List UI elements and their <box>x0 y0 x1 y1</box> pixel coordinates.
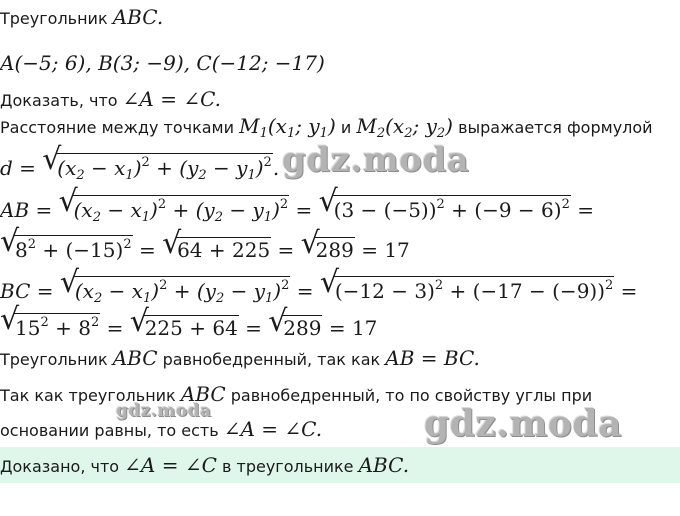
isosceles-math1: ABC <box>112 346 158 370</box>
point-m1: $M_1(x_1$; $y_1$) <box>239 114 336 141</box>
distance-intro-text: Расстояние между точками <box>0 118 235 137</box>
bc-computation-line2: √ $15^2 + 8^2$ = √ 225 + 64 = √ 289 = 17 <box>0 302 378 340</box>
isosceles-text1: Треугольник <box>0 350 108 369</box>
angles-text1: Так как треугольник <box>0 386 176 405</box>
proved-statement <box>0 455 409 475</box>
isosceles-text2: равнобедренный, так как <box>162 350 381 369</box>
angles-statement-line1 <box>0 384 592 404</box>
title-math: ABC. <box>112 5 164 29</box>
prove-text: Доказать, что <box>0 91 118 110</box>
bc-result: = 17 <box>322 316 378 340</box>
bc-general-radical: √ $(x_2 - x_1)^2 + (y_2 - y_1)^2$ <box>59 265 290 306</box>
distance-radical: √ $(x_2 - x_1)^2 + (y_2 - y_1)^2$ <box>42 142 272 183</box>
ab-total-radical: √ 289 <box>300 226 354 262</box>
ab-computation-line1: AB = √ $(x_2 - x_1)^2 + (y_2 - y_1)^2$ = √ $(3 - (-5))^2 + (-9 - 6)^2$ = <box>0 184 594 225</box>
proved-text1: Доказано, что <box>0 457 120 476</box>
proved-math1: ∠A = ∠C <box>124 453 217 477</box>
distance-formula: d = √ $(x_2 - x_1)^2 + (y_2 - y_1)^2$. <box>0 142 280 183</box>
bc-computation-line1: BC = √ $(x_2 - x_1)^2 + (y_2 - y_1)^2$ = √ $(-12 - 3)^2 + (-17 - (-9))^2$ = <box>0 265 638 306</box>
angles-math2: ∠A = ∠C. <box>223 417 323 441</box>
ab-sum-radical: √ 64 + 225 <box>162 226 271 262</box>
bc-squares-radical: √ $15^2 + 8^2$ <box>0 302 100 340</box>
ab-numeric-radical: √ $(3 - (-5))^2 + (-9 - 6)^2$ <box>318 184 570 222</box>
point-m2: $M_2(x_2$; $y_2$) <box>356 114 453 141</box>
ab-result: = 17 <box>354 238 410 262</box>
distance-intro-tail: выражается формулой <box>458 118 653 137</box>
problem-title <box>0 7 163 27</box>
bc-label: BC = <box>0 279 54 303</box>
bc-numeric-radical: √ $(-12 - 3)^2 + (-17 - (-9))^2$ <box>319 265 614 303</box>
watermark-small: gdz.moda <box>116 401 212 421</box>
bc-total-radical: √ 289 <box>268 304 322 340</box>
ab-general-radical: √ $(x_2 - x_1)^2 + (y_2 - y_1)^2$ <box>58 184 289 225</box>
angles-math1: ABC <box>180 382 226 406</box>
angles-statement-line2 <box>0 419 322 439</box>
watermark-large-bottom: gdz.moda <box>424 403 622 445</box>
ab-squares-radical: √ $8^2 + (-15)^2$ <box>0 224 132 262</box>
angles-text3: основании равны, то есть <box>0 421 219 440</box>
and-word: и <box>340 118 352 137</box>
title-text: Треугольник <box>0 9 108 28</box>
proved-math2: ABC. <box>358 453 410 477</box>
bc-sum-radical: √ 225 + 64 <box>129 304 238 340</box>
prove-statement <box>0 89 221 109</box>
prove-math: ∠A = ∠C. <box>122 87 222 111</box>
ab-label: AB = <box>0 198 53 222</box>
isosceles-math2: AB = BC. <box>385 346 480 370</box>
proved-text2: в треугольнике <box>221 457 354 476</box>
distance-formula-intro <box>0 116 653 140</box>
distance-d-label: d = <box>0 156 36 180</box>
angles-text2: равнобедренный, то по свойству углы при <box>230 386 593 405</box>
watermark-large-top: gdz.moda <box>282 140 470 180</box>
isosceles-statement <box>0 348 480 368</box>
ab-computation-line2: √ $8^2 + (-15)^2$ = √ 64 + 225 = √ 289 = 17 <box>0 224 410 262</box>
points-coordinates: A(−5; 6), B(3; −9), C(−12; −17) <box>0 51 325 75</box>
